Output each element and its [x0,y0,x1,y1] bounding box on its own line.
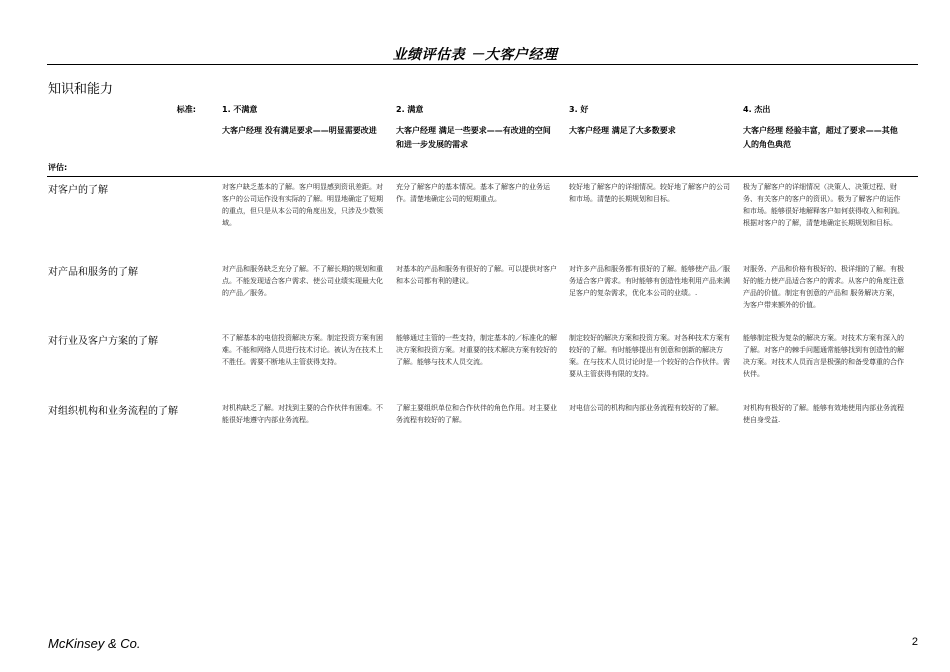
row-label-customer: 对客户的了解 [48,185,108,196]
row-label-products: 对产品和服务的了解 [48,267,138,278]
row-label-industry: 对行业及客户方案的了解 [48,336,158,347]
table-cell: 极为了解客户的详细情况（决策人、决策过程、财务、有关客户的客户的资讯）。极为了解客户的运作和市场。能够很好地解释客户如何获得收入和利润。根据对客户的了解，清楚地确定长期规划和目标。 [743,183,904,227]
table-cell: 对机构有极好的了解。能够有效地使用内部业务流程使自身受益. [743,404,904,424]
level-4-heading: 4. 杰出 [743,105,771,114]
row-label-organization: 对组织机构和业务流程的了解 [48,406,178,417]
table-cell: 对客户缺乏基本的了解。客户明显感到资讯差距。对客户的公司运作没有实际的了解。明显地确定了短期的重点，但只是从本公司的角度出发，只涉及少数领域。 [222,183,383,227]
page-number: 2 [911,636,918,648]
level-1-description: 大客户经理 没有满足要求——明显需要改进 [222,126,377,135]
table-cell: 对机构缺乏了解。对找到主要的合作伙伴有困难。不能很好地遵守内部业务流程。 [222,404,383,424]
table-cell: 对产品和服务缺乏充分了解。不了解长期的规划和重点。不能发现适合客户需求、使公司业绩实现最大化的产品／服务。 [222,265,383,297]
table-cell: 了解主要组织单位和合作伙伴的角色作用。对主要业务流程有较好的了解。 [396,404,557,424]
table-cell: 充分了解客户的基本情况。基本了解客户的业务运作。清楚地确定公司的短期重点。 [396,183,550,203]
level-1-heading: 1. 不满意 [222,105,258,114]
footer-brand: McKinsey & Co. [48,636,141,651]
table-cell: 不了解基本的电信投资解决方案。制定投资方案有困难。不能和网络人员进行技术讨论。被认为在技术上不胜任。需要不断地从主管获得支持。 [222,334,383,366]
level-3-description: 大客户经理 满足了大多数要求 [569,126,676,135]
table-cell: 能够通过主管的一些支持，制定基本的／标准化的解决方案和投资方案。对重要的技术解决方案有较好的了解。能够与技术人员交流。 [396,334,557,366]
title-divider [47,64,918,65]
table-cell: 对许多产品和服务都有很好的了解。能够使产品／服务适合客户需求。有时能够有创造性地利用产品来满足客户的复杂需求，优化本公司的业绩。. [569,265,730,297]
section-heading: 知识和能力 [48,82,114,97]
level-3-heading: 3. 好 [569,105,589,114]
evaluation-divider [47,176,918,177]
table-cell: 对基本的产品和服务有很好的了解。可以提供对客户和本公司都有利的建议。 [396,265,557,285]
table-cell: 对服务、产品和价格有极好的、极详细的了解。有极好的能力使产品适合客户的需求。从客户的角度注意产品的价值。制定有创意的产品和 服务解决方案，为客户带来额外的价值。 [743,265,904,309]
table-cell: 制定较好的解决方案和投资方案。对各种技术方案有较好的了解。有时能够提出有创意和创新的解决方案。在与技术人员讨论时是一个较好的合作伙伴。需要从主管获得有限的支持。 [569,334,730,378]
standard-label: 标准: [176,105,196,114]
level-2-description: 大客户经理 满足一些要求——有改进的空间和进一步发展的需求 [396,126,551,149]
level-4-description: 大客户经理 经验丰富，超过了要求——其他人的角色典范 [743,126,898,149]
evaluation-label: 评估: [48,163,68,172]
table-cell: 能够制定极为复杂的解决方案。对技术方案有深入的了解。对客户的棘手问题通常能够找到有创造性的解决方案。对技术人员而言是极强的和备受尊重的合作伙伴。 [743,334,904,378]
page-title: 业绩评估表 －大客户经理 [392,47,558,63]
level-2-heading: 2. 满意 [396,105,424,114]
table-cell: 对电信公司的机构和内部业务流程有较好的了解。 [569,404,723,412]
table-cell: 较好地了解客户的详细情况。较好地了解客户的公司和市场。清楚的长期规划和目标。 [569,183,730,203]
